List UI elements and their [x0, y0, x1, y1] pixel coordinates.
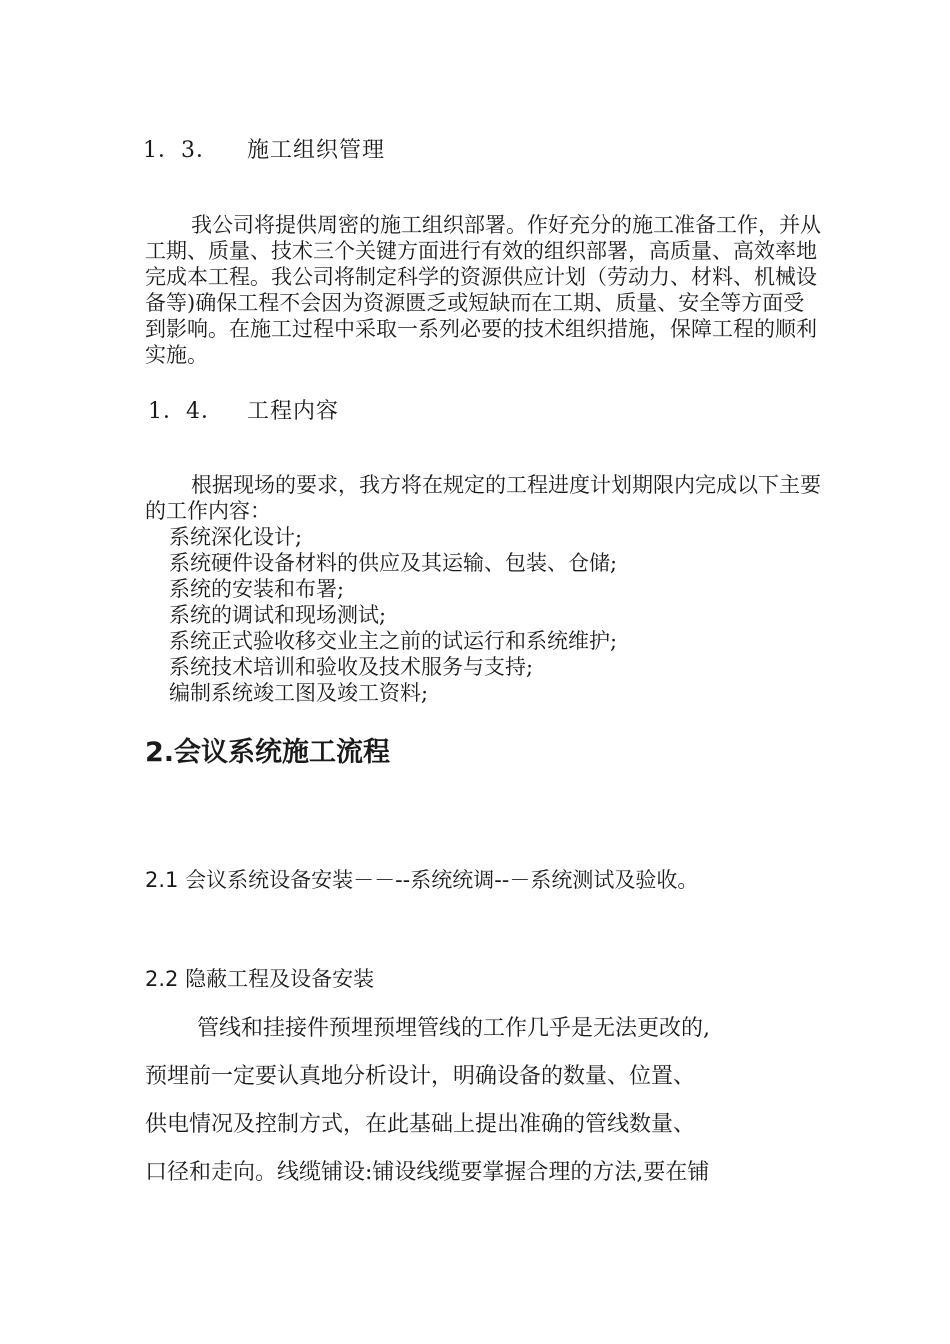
paragraph-line: 口径和走向。线缆铺设:铺设线缆要掌握合理的方法,要在铺 — [145, 1160, 710, 1185]
section-heading-1-4 — [148, 394, 339, 425]
paragraph-line: 管线和挂接件预埋预埋管线的工作几乎是无法更改的, — [197, 1016, 710, 1041]
list-item: 系统的安装和布署; — [169, 577, 345, 601]
work-item-list — [145, 524, 825, 706]
list-item: 系统深化设计; — [169, 525, 303, 549]
list-item: 系统技术培训和验收及技术服务与支持; — [169, 655, 534, 679]
paragraph-line: 供电情况及控制方式，在此基础上提出准确的管线数量、 — [145, 1112, 696, 1137]
section-heading-2-2: 2.2 隐蔽工程及设备安装 — [145, 967, 375, 991]
paragraph-project-content — [145, 472, 825, 706]
list-item: 编制系统竣工图及竣工资料; — [169, 681, 429, 705]
section-title: 施工组织管理 — [247, 138, 386, 163]
list-item: 系统的调试和现场测试; — [169, 603, 387, 627]
list-item: 系统硬件设备材料的供应及其运输、包装、仓储; — [169, 551, 618, 575]
paragraph-text: 根据现场的要求，我方将在规定的工程进度计划期限内完成以下主要的工作内容： — [145, 473, 821, 523]
paragraph-construction-organization — [145, 212, 825, 368]
chapter-heading-2: 2.会议系统施工流程 — [145, 737, 391, 768]
section-number: 1．3． — [143, 138, 219, 163]
paragraph-line: 预埋前一定要认真地分析设计，明确设备的数量、位置、 — [145, 1064, 696, 1089]
paragraph-text: 我公司将提供周密的施工组织部署。作好充分的施工准备工作，并从工期、质量、技术三个关键方面进行有效的组织部署，高质量、高效率地完成本工程。我公司将制定科学的资源供应计划（劳动力、材料、机械设备等)确保工程不会因为资源匮乏或短缺而在工期、质量、安全等方面受到影响。在施工过程中采取一系列必要的技术组织措施，保障工程的顺利实施。 — [145, 213, 821, 367]
section-number: 1．4． — [148, 399, 224, 424]
section-title: 工程内容 — [247, 399, 340, 424]
paragraph-concealed-works — [145, 1012, 810, 1204]
section-heading-1-3 — [143, 133, 385, 164]
section-heading-2-1: 2.1 会议系统设备安装－－--系统统调--－系统测试及验收。 — [145, 868, 699, 892]
list-item: 系统正式验收移交业主之前的试运行和系统维护; — [169, 629, 618, 653]
